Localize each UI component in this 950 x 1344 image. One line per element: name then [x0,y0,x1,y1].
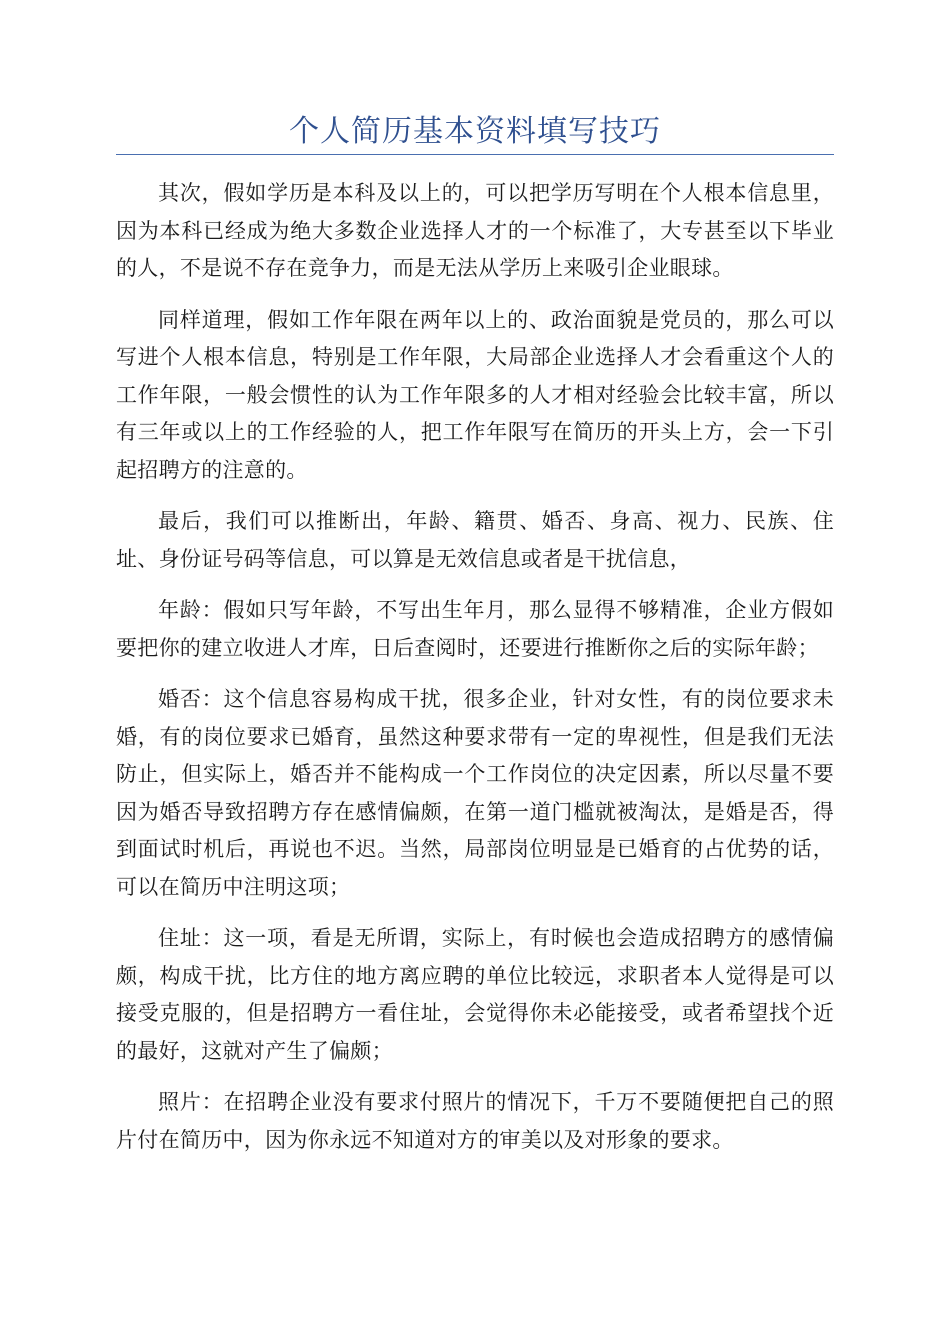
paragraph-education: 其次，假如学历是本科及以上的，可以把学历写明在个人根本信息里，因为本科已经成为绝大多数企业选择人才的一个标准了，大专甚至以下毕业的人，不是说不存在竞争力，而是无法从学历上来吸引企业眼球。 [116,181,834,280]
paragraph-address: 住址：这一项，看是无所谓，实际上，有时候也会造成招聘方的感情偏颇，构成干扰，比方住的地方离应聘的单位比较远，求职者本人觉得是可以接受克服的，但是招聘方一看住址，会觉得你未必能接受，或者希望找个近的最好，这就对产生了偏颇； [116,926,834,1063]
document-body [116,175,834,1173]
title-underline [116,154,834,155]
paragraph-work-years: 同样道理，假如工作年限在两年以上的、政治面貌是党员的，那么可以写进个人根本信息，特别是工作年限，大局部企业选择人才会看重这个人的工作年限，一般会惯性的认为工作年限多的人才相对经验会比较丰富，所以有三年或以上的工作经验的人，把工作年限写在简历的开头上方，会一下引起招聘方的注意的。 [116,307,834,482]
document-title: 个人简历基本资料填写技巧 [289,114,661,149]
paragraph-age: 年龄：假如只写年龄，不写出生年月，那么显得不够精准，企业方假如要把你的建立收进人才库，日后查阅时，还要进行推断你之后的实际年龄； [116,598,834,660]
paragraph-marital-status: 婚否：这个信息容易构成干扰，很多企业，针对女性，有的岗位要求未婚，有的岗位要求已婚育，虽然这种要求带有一定的卑视性，但是我们无法防止，但实际上，婚否并不能构成一个工作岗位的决定因素，所以尽量不要因为婚否导致招聘方存在感情偏颇，在第一道门槛就被淘汰，是婚是否，得到面试时机后，再说也不迟。当然，局部岗位明显是已婚育的占优势的话，可以在简历中注明这项； [116,687,834,899]
paragraph-invalid-info: 最后，我们可以推断出，年龄、籍贯、婚否、身高、视力、民族、住址、身份证号码等信息，可以算是无效信息或者是干扰信息， [116,509,834,571]
paragraph-photo: 照片：在招聘企业没有要求付照片的情况下，千万不要随便把自己的照片付在简历中，因为你永远不知道对方的审美以及对形象的要求。 [116,1090,834,1152]
